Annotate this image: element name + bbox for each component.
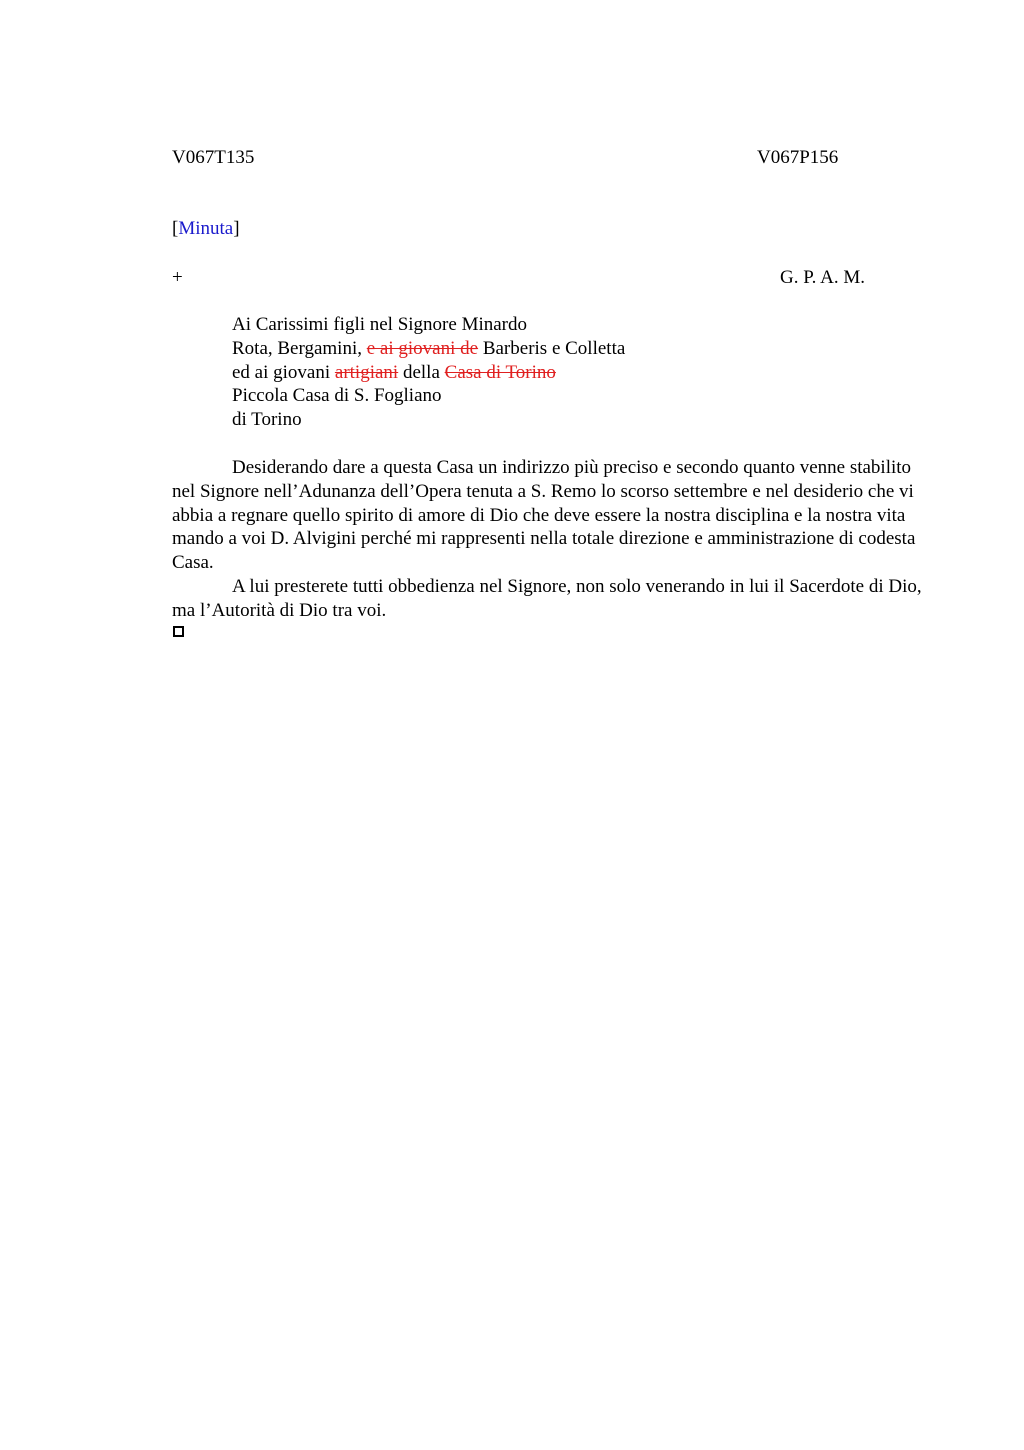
body-paragraph-2: A lui presterete tutti obbedienza nel Signore, non solo venerando in lui il Sacerdote di Dio, ma l’Autorità di Dio tra voi. bbox=[172, 575, 922, 621]
address-line-2 bbox=[232, 337, 625, 361]
minuta-close-bracket: ] bbox=[233, 218, 240, 239]
address-line-1: Ai Carissimi figli nel Signore Minardo bbox=[232, 314, 528, 335]
minuta-word: Minuta bbox=[178, 218, 234, 239]
struck-text: e ai giovani de bbox=[366, 337, 479, 359]
address-line-3 bbox=[232, 361, 625, 385]
body-paragraph-1: Desiderando dare a questa Casa un indirizzo più preciso e secondo quanto venne stabilito nel Signore nell’Adunanza dell’Opera tenuta a S. Remo lo scorso settembre e nel desiderio che vi abbia a regnare quello spirito di amore di Dio che deve essere la nostra disciplina e la nostra vita mando a voi D. Alvigini perché mi rappresenti nella totale direzione e amministrazione di codesta Casa. bbox=[172, 457, 916, 574]
address-line-2-text-a: Rota, Bergamini, bbox=[232, 337, 367, 359]
letter-body bbox=[172, 456, 924, 623]
address-line-2-text-b: Barberis e Colletta bbox=[478, 337, 626, 359]
address-line-3-text-b: della bbox=[398, 361, 445, 383]
document-code-right: V067P156 bbox=[757, 147, 839, 168]
address-line-5: di Torino bbox=[232, 409, 302, 431]
heading-initials: G. P. A. M. bbox=[780, 267, 865, 288]
minuta-label bbox=[172, 217, 240, 241]
struck-text: artigiani bbox=[334, 361, 399, 383]
square-outline-icon bbox=[173, 626, 184, 637]
document-code-left: V067T135 bbox=[172, 147, 255, 168]
cross-symbol: + bbox=[172, 267, 183, 288]
address-line-3-text-a: ed ai giovani bbox=[232, 361, 335, 383]
struck-text: Casa di Torino bbox=[444, 361, 556, 383]
address-block bbox=[232, 313, 625, 432]
address-line-4: Piccola Casa di S. Fogliano bbox=[232, 385, 442, 407]
minuta-open-bracket: [ bbox=[172, 218, 179, 239]
